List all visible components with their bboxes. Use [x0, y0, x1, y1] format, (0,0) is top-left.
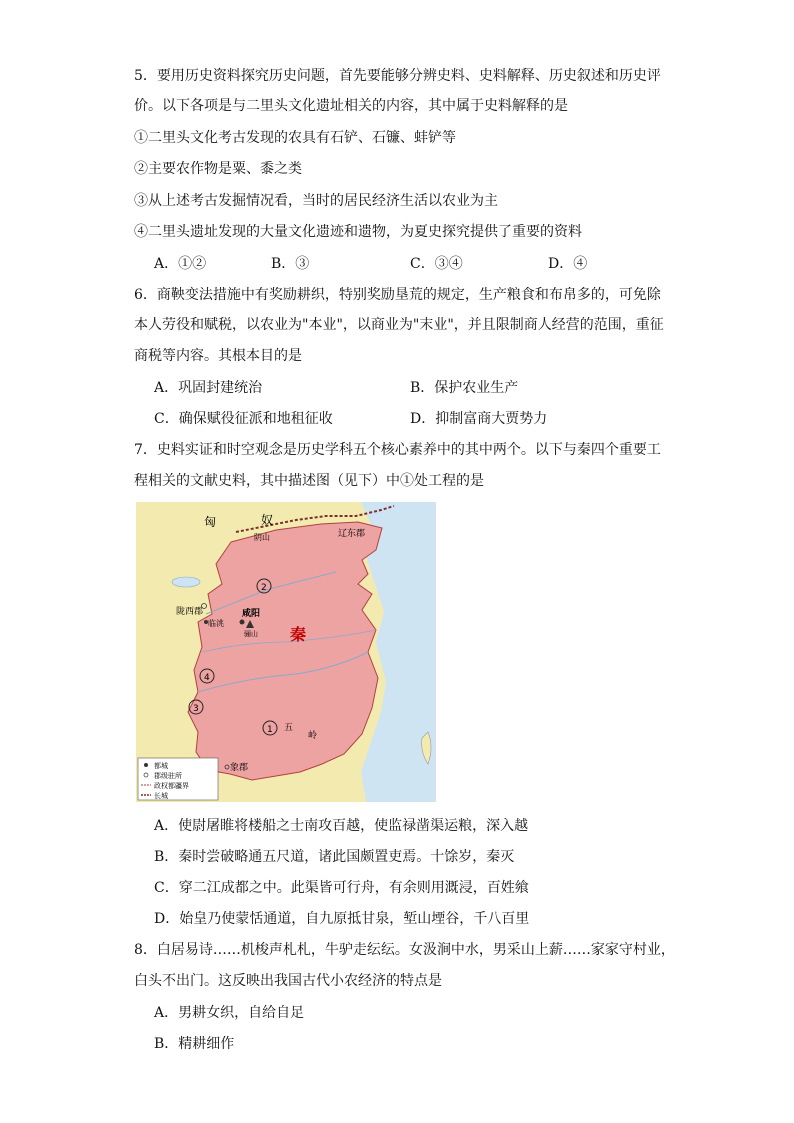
map-legend [138, 758, 218, 800]
q5-item-1: ①二里头文化考古发现的农具有石铲、石镰、蚌铲等 [134, 130, 456, 146]
q5-stem-line1: 5．要用历史资料探究历史问题，首先要能够分辨史料、史料解释、历史叙述和历史评 [134, 68, 661, 84]
q5-option-d: D．④ [548, 256, 588, 272]
label-wuling-1: 五 [284, 723, 294, 733]
marker-xianyang [240, 620, 245, 625]
q5-stem-line2: 价。以下各项是与二里头文化遗址相关的内容，其中属于史料解释的是 [134, 98, 568, 114]
label-liaodong: 辽东郡 [338, 529, 366, 539]
q5-option-a: A．①② [154, 256, 207, 272]
label-xiongnu-1: 匈 [204, 515, 217, 529]
q6-option-a: A．巩固封建统治 [154, 380, 263, 396]
q7-option-d: D．始皇乃使蒙恬通道，自九原抵甘泉，堑山堙谷，千八百里 [154, 911, 530, 927]
q8-option-a: A．男耕女织，自给自足 [154, 1005, 305, 1021]
q6-stem-line1: 6．商鞅变法措施中有奖励耕织，特别奖励垦荒的规定，生产粮食和布帛多的，可免除 [134, 287, 661, 303]
q8-stem-line2: 白头不出门。这反映出我国古代小农经济的特点是 [134, 973, 442, 989]
q6-option-c: C．确保赋役征派和地租征收 [154, 411, 333, 427]
q6-stem-line3: 商税等内容。其根本目的是 [134, 348, 302, 364]
q5-option-b: B．③ [271, 256, 310, 272]
label-longxi: 陇西郡 [176, 607, 204, 617]
marker-1-label: 1 [267, 725, 273, 735]
marker-3-label: 3 [193, 704, 199, 714]
q7-option-c: C．穿二江成都之中。此渠皆可行舟，有余则用溉浸，百姓飨 [154, 880, 529, 896]
q8-stem-line1: 8．白居易诗……机梭声札札，牛驴走纭纭。女汲涧中水，男采山上薪……家家守村业， [134, 942, 675, 958]
legend-wall: 长城 [154, 792, 168, 800]
q7-option-a: A．使尉屠睢将楼船之士南攻百越，使监禄凿渠运粮，深入越 [154, 818, 529, 834]
label-lintao: 临洮 [208, 619, 224, 628]
marker-2-label: 2 [261, 583, 267, 593]
label-wuling-2: 岭 [308, 731, 318, 741]
q6-option-d: D．抑制富商大贾势力 [410, 411, 548, 427]
marker-lintao [204, 620, 208, 624]
q5-option-c: C．③④ [410, 256, 463, 272]
qin-engineering-map [136, 502, 436, 802]
q5-item-2: ②主要农作物是粟、黍之类 [134, 161, 302, 177]
map-lake [172, 577, 200, 587]
q7-option-b: B．秦时尝破略通五尺道，诸此国颇置吏焉。十馀岁，秦灭 [154, 849, 515, 865]
q6-option-b: B．保护农业生产 [410, 380, 519, 396]
q6-stem-line2: 本人劳役和赋税，以农业为"本业"，以商业为"末业"，并且限制商人经营的范围，重征 [134, 317, 664, 333]
legend-commandery: 郡级驻所 [154, 772, 182, 780]
q7-stem-line2: 程相关的文献史料，其中描述图（见下）中①处工程的是 [134, 473, 484, 489]
marker-4-label: 4 [204, 673, 210, 683]
legend-capital: 都城 [154, 762, 168, 770]
label-lishan: 骊山 [244, 630, 258, 638]
label-qin: 秦 [290, 625, 307, 644]
q5-item-4: ④二里头遗址发现的大量文化遗迹和遗物，为夏史探究提供了重要的资料 [134, 224, 582, 240]
label-xianyang: 咸阳 [242, 609, 261, 619]
q5-item-3: ③从上述考古发掘情况看，当时的居民经济生活以农业为主 [134, 193, 498, 209]
label-xiongnu-2: 奴 [261, 513, 274, 527]
q7-stem-line1: 7．史料实证和时空观念是历史学科五个核心素养中的其中两个。以下与秦四个重要工 [134, 442, 661, 458]
label-xiangjun: 象郡 [230, 763, 249, 773]
label-yinshan: 阴山 [254, 533, 270, 542]
q8-option-b: B．精耕细作 [154, 1036, 235, 1052]
legend-boundary: 政权都疆界 [154, 782, 189, 790]
